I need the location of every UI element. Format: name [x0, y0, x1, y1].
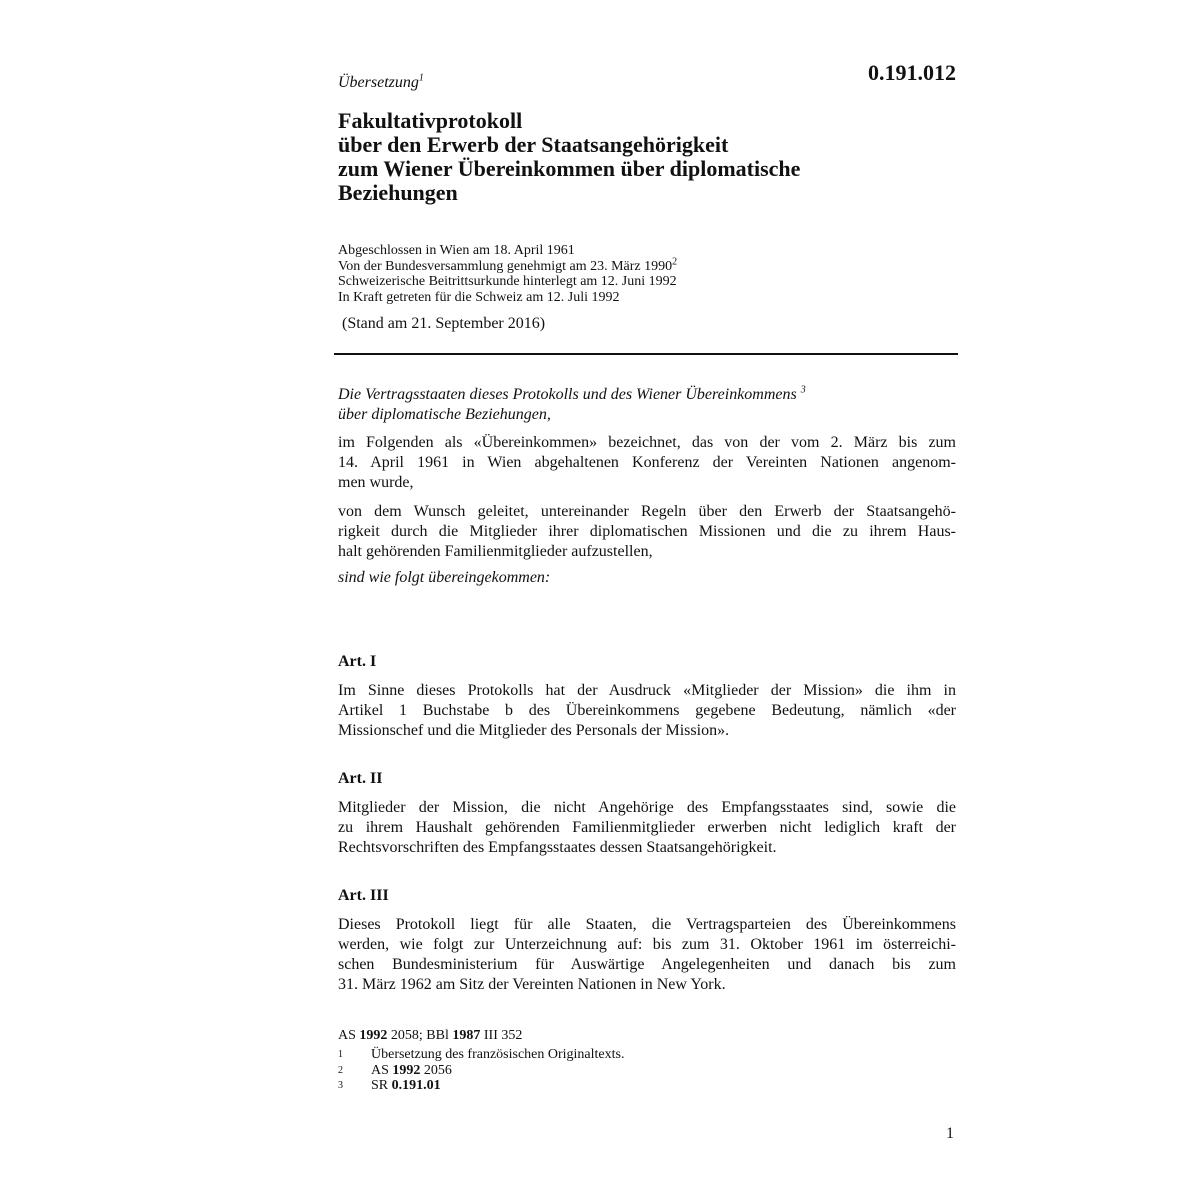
footnote-1 — [338, 1047, 624, 1063]
status-date: (Stand am 21. September 2016) — [342, 315, 546, 332]
preamble-intro-line: über diplomatische Beziehungen, — [338, 406, 551, 423]
paragraph-line: 31. März 1962 am Sitz der Vereinten Nationen in New York. — [338, 976, 726, 993]
header-divider — [334, 353, 958, 355]
paragraph-line: Mitglieder der Mission, die nicht Angehörige des Empfangsstaates sind, sowie die — [338, 799, 956, 816]
paragraph-line: rigkeit durch die Mitglieder ihrer diplomatischen Missionen und die zu ihrem Haus- — [338, 523, 956, 540]
footnote-ref-2[interactable]: 2 — [672, 255, 678, 267]
paragraph-line: Dieses Protokoll liegt für alle Staaten, die Vertragsparteien des Übereinkommens — [338, 916, 956, 933]
page-number: 1 — [946, 1125, 954, 1142]
footnote-number: 1 — [338, 1049, 343, 1060]
approved-date-text: Von der Bundesversammlung genehmigt am 23. März 1990 — [338, 258, 673, 274]
title-line: Fakultativprotokoll — [338, 108, 523, 133]
preamble-intro-text: Die Vertragsstaaten dieses Protokolls und des Wiener Übereinkommens — [338, 386, 797, 403]
source-reference — [338, 1028, 522, 1044]
paragraph-line: Artikel 1 Buchstabe b des Übereinkommens gegebene Bedeutung, nämlich «der — [338, 702, 956, 719]
source-as-year: 1992 — [359, 1028, 388, 1043]
footnote-number: 3 — [338, 1080, 343, 1091]
preamble-paragraph-1 — [338, 433, 956, 493]
approved-date — [338, 255, 958, 275]
footnote-suffix: 2056 — [420, 1062, 452, 1078]
preamble-intro-line — [338, 385, 956, 405]
article-2-body — [338, 798, 956, 858]
translation-label-text: Übersetzung — [338, 74, 419, 91]
source-bbl-year: 1987 — [452, 1028, 481, 1043]
article-3-body — [338, 915, 956, 995]
paragraph-line: von dem Wunsch geleitet, untereinander Regeln über den Erwerb der Staatsangehö- — [338, 503, 956, 520]
footnote-3 — [338, 1078, 624, 1094]
title-line: zum Wiener Übereinkommen über diplomatische — [338, 156, 801, 181]
paragraph-line: 14. April 1961 in Wien abgehaltenen Konferenz der Vereinten Nationen angenom- — [338, 454, 956, 471]
document-metadata — [338, 243, 958, 305]
title-line: über den Erwerb der Staatsangehörigkeit — [338, 132, 729, 157]
deposited-date: Schweizerische Beitrittsurkunde hinterlegt am 12. Juni 1992 — [338, 274, 677, 289]
paragraph-line: im Folgenden als «Übereinkommen» bezeichnet, das von der vom 2. März bis zum — [338, 434, 956, 451]
footnote-text — [371, 1063, 452, 1079]
paragraph-line: Im Sinne dieses Protokolls hat der Ausdruck «Mitglieder der Mission» die ihm in — [338, 682, 956, 699]
document-title — [338, 109, 958, 205]
footnotes — [338, 1047, 624, 1094]
footnote-number: 2 — [338, 1064, 343, 1076]
paragraph-line: Rechtsvorschriften des Empfangsstaates dessen Staatsangehörigkeit. — [338, 839, 777, 856]
paragraph-line: men wurde, — [338, 474, 414, 491]
sr-number: 0.191.012 — [868, 60, 956, 85]
footnote-text — [371, 1078, 441, 1094]
footnote-prefix: SR — [371, 1078, 392, 1093]
preamble-agreed: sind wie folgt übereingekommen: — [338, 569, 551, 586]
footnote-ref-3[interactable]: 3 — [800, 384, 806, 396]
paragraph-line: schen Bundesministerium für Auswärtige Angelegenheiten und danach bis zum — [338, 956, 956, 973]
title-line: Beziehungen — [338, 180, 458, 205]
source-as-rest: 2058; BBl — [387, 1028, 453, 1043]
paragraph-line: Missionschef und die Mitglieder des Personals der Mission». — [338, 722, 730, 739]
footnote-bold: 1992 — [392, 1062, 421, 1078]
paragraph-line: halt gehörenden Familienmitglieder aufzustellen, — [338, 543, 653, 560]
paragraph-line: werden, wie folgt zur Unterzeichnung auf: bis zum 31. Oktober 1961 im österreichi- — [338, 936, 956, 953]
in-force-date: In Kraft getreten für die Schweiz am 12. Juli 1992 — [338, 289, 620, 305]
article-1-heading: Art. I — [338, 653, 377, 670]
source-as-prefix: AS — [338, 1028, 360, 1043]
footnote-2 — [338, 1063, 624, 1079]
preamble-paragraph-2 — [338, 502, 956, 562]
translation-label — [338, 74, 424, 92]
article-1-body — [338, 681, 956, 741]
footnote-prefix: AS — [371, 1062, 393, 1078]
paragraph-line: zu ihrem Haushalt gehörenden Familienmitglieder erwerben nicht lediglich kraft der — [338, 819, 956, 836]
footnote-text: Übersetzung des französischen Originaltexts. — [371, 1047, 625, 1062]
footnote-bold: 0.191.01 — [391, 1078, 441, 1093]
article-2-heading: Art. II — [338, 770, 383, 787]
source-bbl-rest: III 352 — [480, 1028, 523, 1043]
preamble-intro — [338, 385, 956, 425]
concluded-date: Abgeschlossen in Wien am 18. April 1961 — [338, 243, 575, 258]
article-3-heading: Art. III — [338, 887, 389, 904]
footnote-ref-1[interactable]: 1 — [418, 72, 424, 84]
